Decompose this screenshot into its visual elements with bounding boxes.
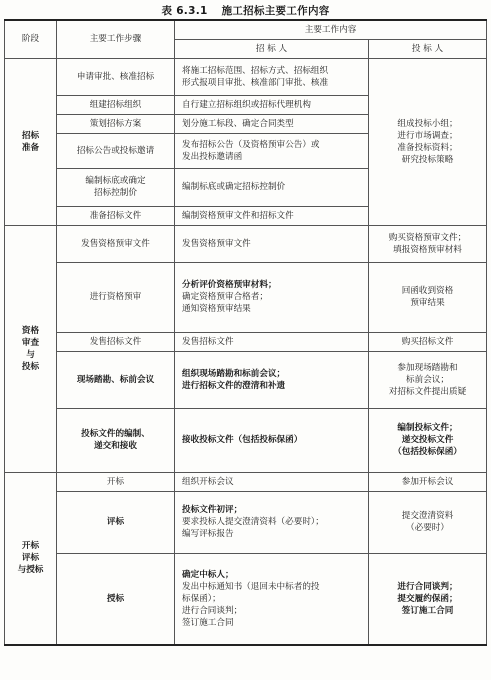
cell-line: 提交澄清资料	[401, 511, 454, 521]
table-row	[5, 332, 487, 351]
header-stage: 阶段	[5, 20, 57, 58]
cell-line: 填报资格预审材料	[393, 244, 462, 255]
bidder-cell	[369, 491, 487, 553]
step-cell: 招标公告或投标邀请	[57, 133, 175, 168]
step-cell: 发售招标文件	[57, 332, 175, 351]
stage-label: 开标	[21, 541, 40, 552]
stage-cell-review	[5, 225, 57, 472]
table-row	[5, 553, 487, 645]
bidder-cell	[369, 408, 487, 472]
stage-cell-prep	[5, 58, 57, 225]
cell-line: 分析评价资格预审材料；	[182, 280, 277, 290]
bidder-cell	[369, 553, 487, 645]
tenderer-cell	[175, 491, 369, 553]
cell-line: 确定资格预审合格者；	[182, 292, 268, 302]
stage-label: 审查	[21, 337, 40, 348]
cell-line: 参加现场踏勘和	[397, 362, 458, 373]
cell-line: 回函收到资格	[401, 286, 454, 296]
table-row	[5, 58, 487, 95]
tenderer-cell	[175, 133, 369, 168]
cell-line: 投标文件初评；	[182, 505, 243, 515]
tenderer-cell	[175, 58, 369, 95]
cell-line: 形式报项目审批、核准部门审批、核准	[182, 77, 329, 88]
cell-line: 进行市场调查；	[397, 130, 458, 141]
step-cell: 现场踏勘、标前会议	[57, 351, 175, 408]
cell-line: 标前会议；	[406, 374, 449, 385]
header-bidder: 投 标 人	[369, 39, 487, 58]
stage-label: 招标	[21, 130, 40, 141]
cell-line: 递交和接收	[94, 441, 137, 451]
tenderer-cell: 组织开标会议	[175, 472, 369, 491]
cell-line: 组织现场踏勘和标前会议；	[182, 368, 286, 379]
cell-line: 进行合同谈判；	[182, 605, 243, 616]
tenderer-cell	[175, 351, 369, 408]
tenderer-cell: 划分施工标段、确定合同类型	[175, 114, 369, 133]
cell-line: 对招标文件提出质疑	[388, 386, 467, 397]
cell-line: 发出投标邀请函	[182, 151, 243, 162]
cell-line: 编制标底或确定	[85, 176, 146, 186]
step-cell: 组建招标组织	[57, 95, 175, 114]
step-cell: 开标	[57, 472, 175, 491]
cell-line: 编制投标文件；	[397, 423, 458, 433]
stage-label: 准备	[21, 142, 40, 153]
bidder-cell: 购买招标文件	[369, 332, 487, 351]
stage-label: 资格	[21, 325, 40, 336]
step-cell: 评标	[57, 491, 175, 553]
stage-label: 投标	[21, 361, 40, 372]
cell-line: 通知资格预审结果	[182, 304, 251, 314]
table-caption: 施工招标主要工作内容	[221, 5, 330, 17]
tenderer-cell: 发售招标文件	[175, 332, 369, 351]
bidder-cell	[369, 225, 487, 262]
tenderer-cell: 接收投标文件（包括投标保函）	[175, 408, 369, 472]
table-row	[5, 351, 487, 408]
stage-cell-award	[5, 472, 57, 645]
table-number: 表 6.3.1	[161, 5, 208, 17]
cell-line: 提交履约保函；	[397, 593, 458, 604]
tenderer-cell: 编制标底或确定招标控制价	[175, 168, 369, 206]
step-cell: 准备招标文件	[57, 206, 175, 225]
stage-label: 与授标	[17, 565, 44, 576]
cell-line: 进行合同谈判；	[397, 581, 458, 592]
header-tenderer: 招 标 人	[175, 39, 369, 58]
cell-line: 编写评标报告	[182, 529, 234, 539]
tenderer-cell: 发售资格预审文件	[175, 225, 369, 262]
cell-line: 准备投标资料；	[397, 142, 458, 153]
bidder-cell	[369, 262, 487, 332]
table-row	[5, 262, 487, 332]
cell-line: （必要时）	[406, 523, 449, 533]
bidder-cell: 参加开标会议	[369, 472, 487, 491]
cell-line: 进行招标文件的澄清和补遗	[182, 380, 286, 391]
tenderer-cell: 自行建立招标组织或招标代理机构	[175, 95, 369, 114]
bidder-cell	[369, 58, 487, 225]
cell-line: 研究投标策略	[401, 154, 454, 165]
bidding-work-table	[4, 19, 487, 646]
cell-line: 招标控制价	[94, 188, 137, 198]
step-cell	[57, 168, 175, 206]
step-cell: 进行资格预审	[57, 262, 175, 332]
table-row	[5, 225, 487, 262]
table-row	[5, 408, 487, 472]
tenderer-cell	[175, 262, 369, 332]
stage-label: 评标	[21, 553, 40, 564]
table-row	[5, 491, 487, 553]
step-cell: 发售资格预审文件	[57, 225, 175, 262]
cell-line: 将施工招标范围、招标方式、招标组织	[182, 65, 329, 76]
step-cell: 策划招标方案	[57, 114, 175, 133]
cell-line: （包括投标保函）	[393, 447, 462, 457]
step-cell	[57, 408, 175, 472]
table-row	[5, 472, 487, 491]
cell-line: 组成投标小组；	[397, 118, 458, 129]
tenderer-cell: 编制资格预审文件和招标文件	[175, 206, 369, 225]
header-steps: 主要工作步骤	[57, 20, 175, 58]
cell-line: 递交投标文件	[401, 435, 454, 445]
table-title	[0, 3, 491, 17]
cell-line: 签订施工合同	[182, 617, 234, 628]
step-cell: 授标	[57, 553, 175, 645]
cell-line: 要求投标人提交澄清资料（必要时）；	[182, 517, 324, 527]
cell-line: 发布招标公告（及资格预审公告）或	[182, 139, 320, 150]
cell-line: 投标文件的编制、	[81, 429, 150, 439]
cell-line: 发出中标通知书（退回未中标者的投	[182, 581, 320, 592]
step-cell: 申请审批、核准招标	[57, 58, 175, 95]
bidder-cell	[369, 351, 487, 408]
header-content: 主要工作内容	[175, 20, 487, 39]
cell-line: 签订施工合同	[401, 605, 454, 616]
stage-label: 与	[26, 349, 35, 360]
cell-line: 购买资格预审文件；	[388, 232, 467, 243]
tenderer-cell	[175, 553, 369, 645]
cell-line: 预审结果	[410, 298, 445, 308]
cell-line: 标保函）；	[182, 593, 221, 604]
cell-line: 确定中标人；	[182, 569, 234, 580]
